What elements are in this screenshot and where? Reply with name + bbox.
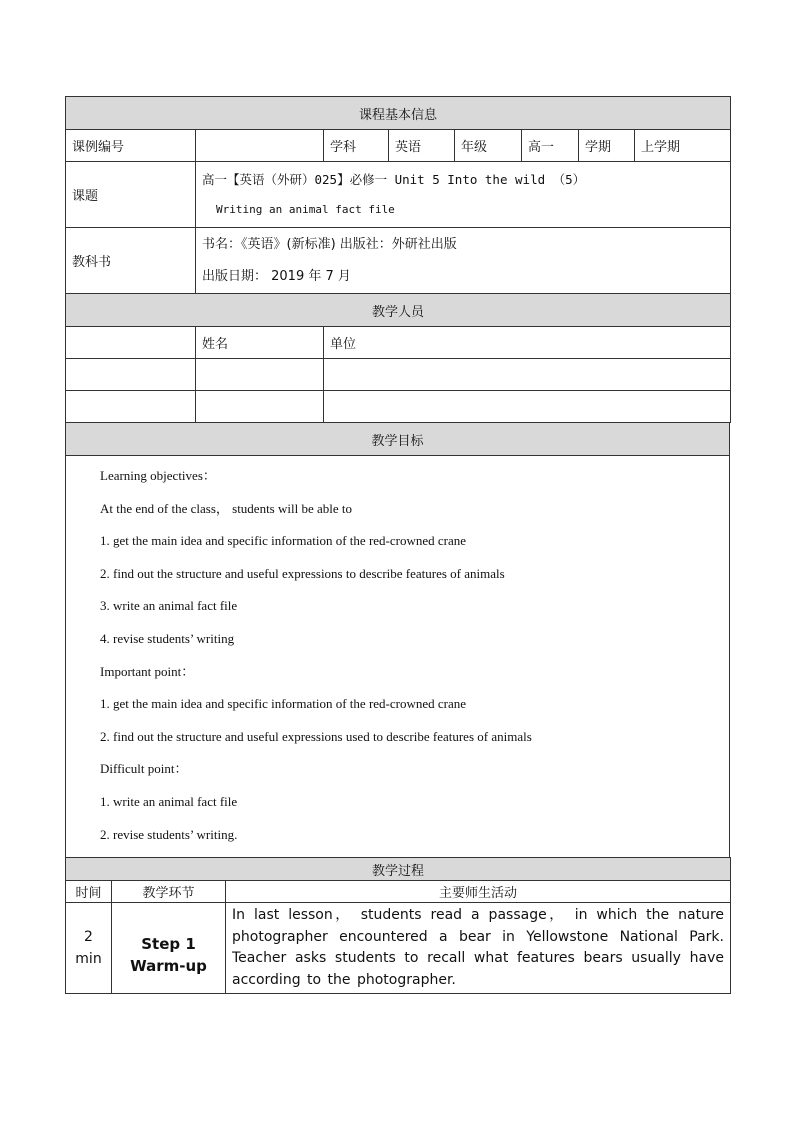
objective-line: 1. write an animal fact file [100,793,238,809]
subject-label: 学科 [324,130,389,162]
topic-label: 课题 [66,162,196,228]
basic-info-heading: 课程基本信息 [66,97,731,130]
term-value: 上学期 [635,130,731,162]
objective-line: 3. write an animal fact file [100,598,238,614]
objective-line: 2. revise students’ writing. [100,826,238,842]
objective-line: 1. get the main idea and specific information of the red-crowned crane [100,533,467,549]
objectives-heading: 教学目标 [66,423,730,456]
staff-heading: 教学人员 [66,294,731,327]
textbook-label: 教科书 [66,228,196,294]
term-label: 学期 [579,130,635,162]
staff-header-blank [66,327,196,359]
textbook-value [196,228,731,294]
lesson-plan-page [65,96,730,994]
topic-line-2: Writing an animal fact file [216,202,395,216]
textbook-line-1: 书名：《英语》(新标准) 出版社：外研社出版 [202,236,457,252]
step-time [66,903,112,994]
staff-cell [66,359,196,391]
staff-cell [196,359,324,391]
staff-cell [324,391,731,423]
textbook-line-2: 出版日期： 2019 年 7 月 [202,268,351,284]
step-number: Step 1 [141,935,196,954]
objective-line: Difficult point： [100,761,188,777]
process-table [65,857,731,994]
objective-line: 2. find out the structure and useful expressions to describe features of animals [100,565,505,581]
staff-cell [324,359,731,391]
step-name: Warm-up [130,957,207,976]
staff-cell [196,391,324,423]
objective-line: 4. revise students’ writing [100,630,235,646]
objective-line: 2. find out the structure and useful expressions used to describe features of animals [100,728,532,744]
staff-header-name: 姓名 [196,327,324,359]
case-no-label: 课例编号 [66,130,196,162]
objective-line: Learning objectives： [100,468,216,483]
staff-table [65,293,731,423]
process-header-stage: 教学环节 [112,881,226,903]
objective-line: At the end of the class， students will be able to [100,500,353,516]
staff-cell [66,391,196,423]
step-activity: In last lesson， students read a passage， in which the nature photographer encountered a bear in Yellowstone National Park. Teacher asks students to recall what features bears usually have according to the photographer. [226,903,731,994]
topic-line-1: 高一【英语（外研）025】必修一 Unit 5 Into the wild （5） [202,171,586,187]
step-stage [112,903,226,994]
topic-value [196,162,731,228]
objective-line: 1. get the main idea and specific information of the red-crowned crane [100,696,467,712]
table-row [66,903,731,994]
step-time-unit: min [75,951,102,968]
process-header-activity: 主要师生活动 [226,881,731,903]
process-header-time: 时间 [66,881,112,903]
objectives-body [66,456,730,858]
subject-value: 英语 [389,130,455,162]
basic-info-table [65,96,731,294]
grade-label: 年级 [455,130,522,162]
staff-header-unit: 单位 [324,327,731,359]
step-time-value: 2 [84,929,93,946]
objectives-table [65,422,730,858]
process-heading: 教学过程 [66,858,731,881]
case-no-value [196,130,324,162]
grade-value: 高一 [522,130,579,162]
objective-line: Important point： [100,663,195,679]
